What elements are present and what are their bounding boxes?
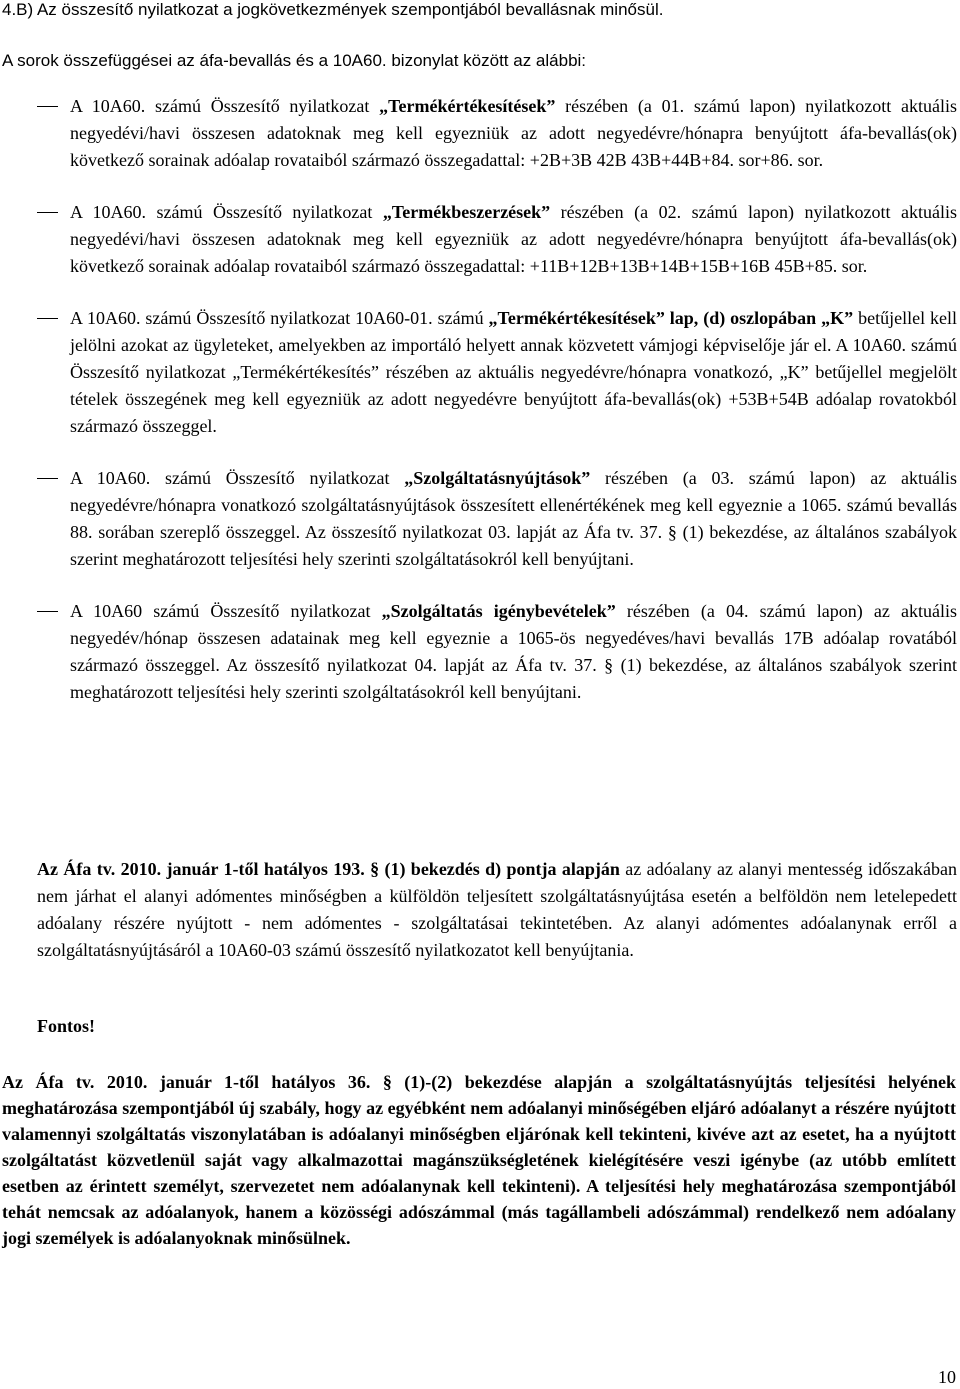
- list-item: A 10A60. számú Összesítő nyilatkozat „Szolgáltatásnyújtások” részében (a 03. számú lapon) az aktuális negyedévre/hónapra vonatkozó szolgáltatásnyújtások összesített ellenértékének meg kell egyeznie a 1065. számú bevallás 88. sorában szereplő összeggel. Az összesítő nyilatkozat 03. lapját az Áfa tv. 37. § (1) bekezdése, az általános szabályok szerint meghatározott teljesítési hely szerinti szolgáltatásokról kell benyújtani.: [37, 465, 957, 573]
- emphasis: „Termékértékesítések” lap, (d) oszlopában „K”: [488, 308, 854, 328]
- list-item: A 10A60. számú Összesítő nyilatkozat „Termékértékesítések” részében (a 01. számú lapon) nyilatkozott aktuális negyedévi/havi összesen adatoknak meg kell egyezniük az adott negyedévre/hónapra benyújtott áfa-bevallás(ok) következő sorainak adóalap rovataiból származó összegadattal: +2B+3B 42B 43B+44B+84. sor+86. sor.: [37, 93, 957, 174]
- emphasis: „Termékbeszerzések”: [382, 202, 551, 222]
- intro-line: A sorok összefüggései az áfa-bevallás és a 10A60. bizonylat között az alábbi:: [2, 51, 587, 70]
- legal-reference: Az Áfa tv. 2010. január 1-től hatályos 193. § (1) bekezdés d) pontja alapján: [37, 859, 620, 879]
- emphasis: „Szolgáltatás igénybevételek”: [381, 601, 616, 621]
- list-item: A 10A60. számú Összesítő nyilatkozat 10A60-01. számú „Termékértékesítések” lap, (d) oszlopában „K” betűjellel kell jelölni azokat az ügyleteket, amelyekben az importáló helyett annak közvetett vámjogi képviselője jár el. A 10A60. számú Összesítő nyilatkozat „Termékértékesítés” részében az aktuális negyedévre/hónapra vonatkozó, „K” betűjellel megjelölt tételek összegének meg kell egyezniük az adott negyedévre benyújtott áfa-bevallás(ok) +53B+54B adóalap rovatokból származó összeggel.: [37, 305, 957, 440]
- dash-bullet: [37, 611, 58, 612]
- list-item: A 10A60. számú Összesítő nyilatkozat „Termékbeszerzések” részében (a 02. számú lapon) nyilatkozott aktuális negyedévi/havi összesen adatoknak meg kell egyezniük az adott negyedévre/hónapra benyújtott áfa-bevallás(ok) következő sorainak adóalap rovataiból származó összegadattal: +11B+12B+13B+14B+15B+16B 45B+85. sor.: [37, 199, 957, 280]
- fontos-label: Fontos!: [37, 1016, 95, 1036]
- emphasis: „Termékértékesítések”: [379, 96, 556, 116]
- dash-bullet: [37, 106, 58, 107]
- emphasis: „Szolgáltatásnyújtások”: [404, 468, 591, 488]
- dash-bullet: [37, 212, 58, 213]
- list-item: A 10A60 számú Összesítő nyilatkozat „Szolgáltatás igénybevételek” részében (a 04. számú lapon) az aktuális negyedév/hónap összesen adatainak meg kell egyeznie a 1065-ös negyedéves/havi bevallás 17B adóalap rovatából származó összeggel. Az összesítő nyilatkozat 04. lapját az Áfa tv. 37. § (1) bekezdése, az általános szabályok szerint meghatározott teljesítési hely szerinti szolgáltatásokról kell benyújtani.: [37, 598, 957, 706]
- bullet-list: [37, 93, 957, 706]
- dash-bullet: [37, 478, 58, 479]
- paragraph-193: Az Áfa tv. 2010. január 1-től hatályos 193. § (1) bekezdés d) pontja alapján az adóalany az alanyi mentesség időszakában nem járhat el alanyi adómentes minőségben a külföldön teljesített szolgáltatásnyújtása esetén a belföldön nem letelepedett adóalany részére nyújtott - nem adómentes - szolgáltatásai tekintetében. Az alanyi adómentes adóalanynak erről a szolgáltatásnyújtásáról a 10A60-03 számú összesítő nyilatkozatot kell benyújtania.: [37, 859, 957, 960]
- paragraph-36: Az Áfa tv. 2010. január 1-től hatályos 36. § (1)-(2) bekezdése alapján a szolgáltatásnyújtás teljesítési helyének meghatározása szempontjából új szabály, hogy az egyébként nem adóalanyi minőségében eljáró adóalanyt a részére nyújtott valamennyi szolgáltatás viszonylatában is adóalanyi minőségben eljárónak kell tekinteni, kivéve azt az esetet, ha a nyújtott szolgáltatást közvetlenül saját vagy alkalmazottai magánszükségletének kielégítésére veszi igénybe (az utóbb említett esetben az érintett személyt, szervezetet nem adóalanynak kell tekinteni). A teljesítési hely meghatározása szempontjából tehát nemcsak az adóalanyok, hanem a közösségi adószámmal (más tagállambeli adószámmal) rendelkező nem adóalany jogi személyek is adóalanyoknak minősülnek.: [2, 1072, 956, 1248]
- page-number: 10: [938, 1367, 956, 1387]
- section-heading: 4.B) Az összesítő nyilatkozat a jogkövetkezmények szempontjából bevallásnak minősül.: [2, 0, 664, 19]
- dash-bullet: [37, 318, 58, 319]
